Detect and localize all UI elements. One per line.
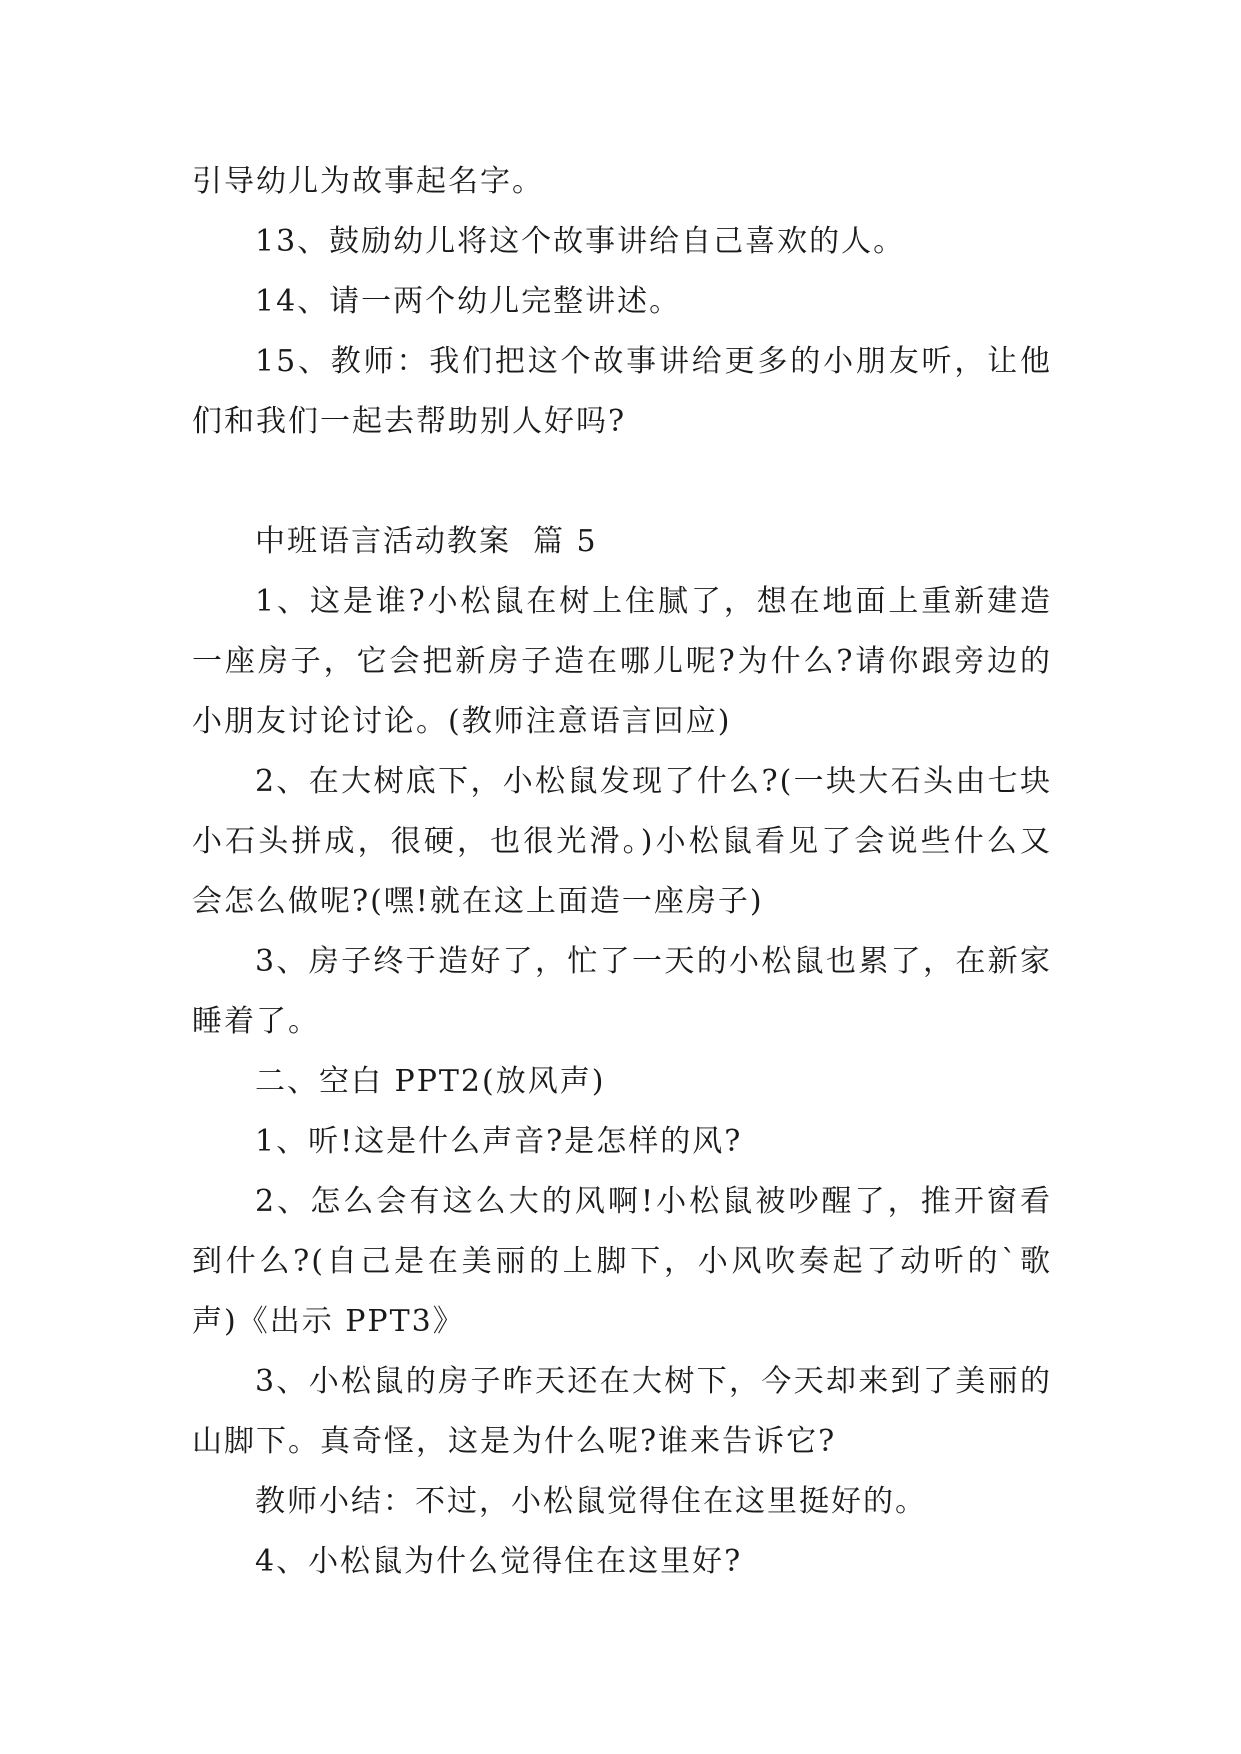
section-heading bbox=[192, 512, 1052, 572]
paragraph-part-2-item-4: 4、小松鼠为什么觉得住在这里好? bbox=[255, 1544, 743, 1579]
paragraph-part-2-item-3: 3、小松鼠的房子昨天还在大树下，今天却来到了美丽的山脚下。真奇怪，这是为什么呢?谁来告诉它? bbox=[192, 1364, 1052, 1459]
paragraph-item-3: 3、房子终于造好了，忙了一天的小松鼠也累了，在新家睡着了。 bbox=[192, 944, 1052, 1039]
paragraph-step-14: 14、请一两个幼儿完整讲述。 bbox=[255, 284, 682, 319]
paragraph-step-13: 13、鼓励幼儿将这个故事讲给自己喜欢的人。 bbox=[255, 224, 906, 259]
section-number: 篇 5 bbox=[533, 524, 598, 559]
paragraph-teacher-summary: 教师小结：不过，小松鼠觉得住在这里挺好的。 bbox=[255, 1484, 927, 1519]
paragraph-part-2-item-1: 1、听!这是什么声音?是怎样的风? bbox=[255, 1124, 743, 1159]
paragraph-story-naming: 引导幼儿为故事起名字。 bbox=[192, 164, 544, 199]
document-body bbox=[192, 152, 1052, 1592]
section-title: 中班语言活动教案 bbox=[255, 524, 511, 559]
paragraph-part-2-heading: 二、空白 PPT2(放风声) bbox=[255, 1064, 606, 1099]
paragraph-item-1: 1、这是谁?小松鼠在树上住腻了，想在地面上重新建造一座房子，它会把新房子造在哪儿呢?为什么?请你跟旁边的小朋友讨论讨论。(教师注意语言回应) bbox=[192, 584, 1052, 739]
paragraph-step-15: 15、教师：我们把这个故事讲给更多的小朋友听，让他们和我们一起去帮助别人好吗? bbox=[192, 344, 1052, 439]
paragraph-item-2: 2、在大树底下，小松鼠发现了什么?(一块大石头由七块小石头拼成，很硬，也很光滑。)小松鼠看见了会说些什么又会怎么做呢?(嘿!就在这上面造一座房子) bbox=[192, 764, 1052, 919]
paragraph-part-2-item-2: 2、怎么会有这么大的风啊!小松鼠被吵醒了，推开窗看到什么?(自己是在美丽的上脚下，小风吹奏起了动听的`歌声)《出示 PPT3》 bbox=[192, 1184, 1052, 1339]
